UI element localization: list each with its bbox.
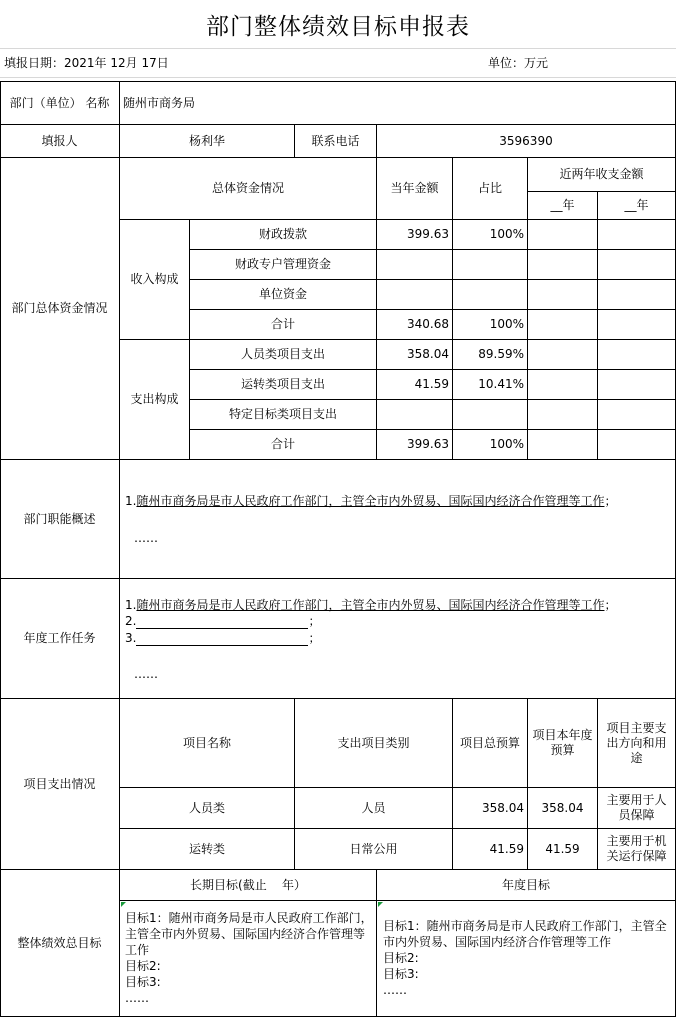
project-row-type: 人员: [361, 800, 386, 815]
expense-total-amount[interactable]: 399.63: [407, 437, 449, 451]
income-row-name: 财政专户管理资金: [234, 257, 331, 271]
income-composition-label: 收入构成: [130, 272, 179, 286]
page-title: 部门整体绩效目标申报表: [206, 13, 470, 40]
expense-row-name: 特定目标类项目支出: [228, 407, 337, 421]
project-row-year[interactable]: 41.59: [545, 841, 580, 856]
currency-unit: 单位：万元: [488, 56, 549, 70]
project-row-name: 运转类: [188, 841, 225, 856]
current-amount-header: 当年金额: [390, 181, 439, 195]
project-row-name: 人员类: [188, 800, 225, 815]
project-row-year[interactable]: 358.04: [541, 800, 584, 815]
dept-name-label: 部门（单位） 名称: [9, 95, 110, 110]
expense-row-amount[interactable]: 358.04: [407, 347, 449, 361]
expense-row-name: 人员类项目支出: [240, 347, 325, 361]
year1-header: __年: [550, 198, 575, 212]
expense-row-amount[interactable]: 41.59: [414, 377, 449, 391]
annual-goal-text[interactable]: 目标1：随州市商务局是市人民政府工作部门，主管全市内外贸易、国际国内经济合作管理等工作 目标2: 目标3: ……: [383, 919, 667, 997]
projects-label: 项目支出情况: [23, 776, 96, 791]
goals-label: 整体绩效总目标: [17, 935, 102, 950]
project-row-use[interactable]: 主要用于机关运行保障: [606, 834, 667, 863]
expense-row-amount[interactable]: [377, 400, 452, 429]
long-term-goal-text[interactable]: 目标1：随州市商务局是市人民政府工作部门，主管全市内外贸易、国际国内经济合作管理等工作 目标2: 目标3: ……: [125, 911, 373, 1005]
project-name-header: 项目名称: [182, 735, 231, 750]
cell-comment-marker: [121, 902, 126, 907]
income-row-amount[interactable]: [377, 250, 452, 279]
income-row-ratio[interactable]: [453, 250, 527, 279]
project-row-use[interactable]: 主要用于人员保障: [606, 793, 667, 822]
tasks-more: ……: [134, 667, 158, 681]
tasks-label: 年度工作任务: [23, 631, 96, 645]
expense-total-ratio[interactable]: 100%: [489, 437, 524, 451]
project-type-header: 支出项目类别: [337, 735, 410, 750]
duties-label: 部门职能概述: [23, 511, 96, 526]
duties-line-1[interactable]: 1.随州市商务局是市人民政府工作部门，主管全市内外贸易、国际国内经济合作管理等工作；: [125, 494, 617, 508]
income-row-amount[interactable]: 399.63: [407, 227, 449, 241]
year2-header: __年: [624, 198, 649, 212]
tasks-line-1[interactable]: 1.随州市商务局是市人民政府工作部门，主管全市内外贸易、国际国内经济合作管理等工作；: [125, 598, 617, 612]
dept-name-value[interactable]: 随州市商务局: [123, 95, 196, 110]
tasks-line-3[interactable]: 3. ；: [125, 631, 321, 645]
expense-total-name: 合计: [270, 437, 295, 451]
project-row-type: 日常公用: [349, 841, 398, 856]
expense-row-ratio[interactable]: [453, 400, 527, 429]
recent-years-header: 近两年收支金额: [559, 167, 644, 181]
project-total-header: 项目总预算: [459, 735, 520, 750]
project-year-header: 项目本年度预算: [532, 728, 593, 757]
expense-row-ratio[interactable]: 89.59%: [478, 347, 524, 361]
income-row-ratio[interactable]: [453, 280, 527, 309]
cell-comment-marker: [378, 902, 383, 907]
income-total-name: 合计: [270, 317, 295, 331]
income-total-amount[interactable]: 340.68: [407, 317, 449, 331]
funds-section-label: 部门总体资金情况: [11, 301, 108, 315]
ratio-header: 占比: [477, 181, 502, 195]
income-total-ratio[interactable]: 100%: [489, 317, 524, 331]
income-row-ratio[interactable]: 100%: [489, 227, 524, 241]
tasks-line-2[interactable]: 2. ；: [125, 614, 321, 628]
income-row-name: 单位资金: [258, 287, 307, 301]
filler-label: 填报人: [41, 133, 78, 148]
overall-funds-header: 总体资金情况: [211, 181, 284, 195]
project-row-total[interactable]: 41.59: [489, 841, 524, 856]
filler-name[interactable]: 杨利华: [188, 133, 225, 148]
expense-row-name: 运转类项目支出: [240, 377, 325, 391]
project-row-total[interactable]: 358.04: [482, 800, 524, 815]
duties-more: ……: [134, 531, 158, 545]
income-row-name: 财政拨款: [258, 227, 307, 241]
annual-goal-header: 年度目标: [501, 877, 550, 892]
expense-composition-label: 支出构成: [130, 392, 179, 406]
expense-row-ratio[interactable]: 10.41%: [478, 377, 524, 391]
project-use-header: 项目主要支出方向和用途: [606, 720, 667, 765]
report-date: 填报日期：2021年 12月 17日: [4, 56, 169, 70]
income-row-amount[interactable]: [377, 280, 452, 309]
phone-value[interactable]: 3596390: [499, 133, 553, 148]
long-term-goal-header: 长期目标(截止 年）: [190, 877, 306, 892]
phone-label: 联系电话: [311, 133, 360, 148]
